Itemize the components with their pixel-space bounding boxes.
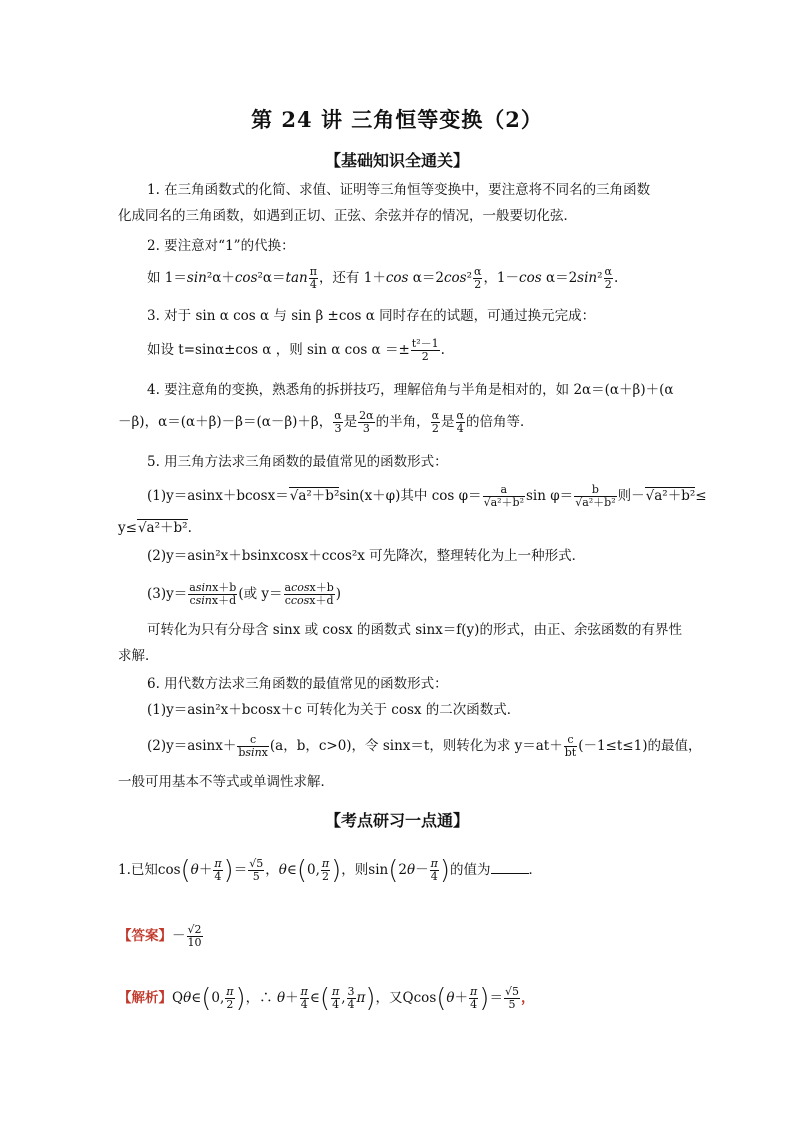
text: ) xyxy=(335,586,342,602)
fraction: $\frac{\pi}{2}$ xyxy=(321,857,330,883)
text: － xyxy=(172,928,186,944)
paragraph-6b: (1)y＝asin²x＋bcosx＋c 可转化为关于 cosx 的二次函数式． xyxy=(147,702,521,718)
fraction: $\frac{3}{4}$ xyxy=(347,985,355,1011)
fraction: $\frac{c}{bsinx}$ xyxy=(238,733,268,759)
section-heading-basics: 【基础知识全通关】 xyxy=(324,151,469,170)
fraction: $\frac{\pi}{4}$ xyxy=(331,985,340,1011)
fraction: $\frac{\alpha}{2}$ xyxy=(474,265,482,291)
paragraph-6d: 一般可用基本不等式或单调性求解． xyxy=(118,774,334,790)
text: ，则 xyxy=(341,862,369,878)
fraction: $\frac{\alpha}{4}$ xyxy=(456,409,464,435)
fraction: $\frac{b}{\text{√a²＋b²}}$ xyxy=(575,483,616,509)
section-heading-practice: 【考点研习一点通】 xyxy=(324,811,469,830)
paragraph-5b xyxy=(147,484,707,509)
fraction: $\frac{√5}{5}$ xyxy=(249,857,264,883)
text: －β)，α＝(α＋β)－β＝(α－β)＋β， xyxy=(118,414,333,430)
fraction: $\frac{2\alpha}{3}$ xyxy=(359,409,374,435)
solution-label: 【解析】 xyxy=(118,990,172,1006)
paragraph-4a: 4. 要注意角的变换，熟悉角的拆拼技巧，理解倍角与半角是相对的，如 2α＝(α＋β)＋(α xyxy=(147,382,674,398)
paragraph-5c: y≤√a²＋b². xyxy=(118,520,192,536)
paragraph-1a: 1. 在三角函数式的化简、求值、证明等三角恒等变换中，要注意将不同名的三角函数 xyxy=(147,182,651,198)
text: (1)y＝asinx＋bcosx＝ xyxy=(147,488,289,504)
paragraph-5a: 5. 用三角方法求三角函数的最值常见的函数形式： xyxy=(147,454,448,470)
paragraph-1b: 化成同名的三角函数，如遇到正切、正弦、余弦并存的情况，一般要切化弦． xyxy=(118,208,577,224)
text: sin φ＝ xyxy=(526,488,574,504)
paragraph-4b xyxy=(118,410,533,435)
paragraph-2b: 如 1＝sin²α＋cos²α＝tan $\frac{\pi}{4}$ ，还有 1＋cos α＝2cos² $\frac{\alpha}{2}$ ，1－cos α＝2sin² $\frac{\alpha}{2}$ . xyxy=(147,265,619,291)
text: ， xyxy=(265,862,279,878)
sqrt: √a²＋b² xyxy=(137,520,188,536)
fraction: $\frac{\alpha}{2}$ xyxy=(431,409,440,435)
question-1: 1.已知cos(θ＋ $\frac{\pi}{4}$ )＝ $\frac{√5}{5}$ ，θ∈(0, $\frac{\pi}{2}$ )，则sin(2θ－ $\frac{\pi}{4}$ )的值为 ． xyxy=(118,855,543,886)
text: 则－ xyxy=(617,488,645,504)
answer-line xyxy=(118,924,204,949)
paragraph-3b: 如设 t=sinα±cos α ，则 sin α cos α ＝± $\frac{\text{t²－1}}{2}$ . xyxy=(147,337,445,363)
paragraph-6c xyxy=(147,734,701,759)
text: (3)y＝ xyxy=(147,586,188,602)
sqrt: √a²＋b² xyxy=(289,488,340,504)
text: 是 xyxy=(441,414,455,430)
page-title: 第 24 讲 三角恒等变换（2） xyxy=(251,107,543,132)
solution-line: 【解析】Qθ∈(0, $\frac{\pi}{2}$ )，∴ θ＋ $\frac{\pi}{4}$ ∈( $\frac{\pi}{4}$ , $\frac{3}{4}$ π)，又Qcos(θ＋ $\frac{\pi}{4}$ )＝ $\frac{√5}{5}$ ， xyxy=(118,983,535,1014)
paragraph-5g: 求解． xyxy=(118,648,159,664)
text: 的值为 xyxy=(450,862,491,878)
paragraph-2a: 2. 要注意对“1”的代换： xyxy=(147,238,295,254)
fraction: $\frac{\text{t²－1}}{2}$ xyxy=(411,337,439,363)
text: (a，b，c>0)，令 sinx＝t，则转化为求 y＝at＋ xyxy=(269,738,563,754)
fraction: $\frac{\pi}{4}$ xyxy=(309,265,317,291)
text: ，1－ xyxy=(483,270,520,286)
text: sin(x＋φ)其中 cos φ＝ xyxy=(339,488,482,504)
text: ， xyxy=(520,990,535,1006)
text: 如设 t=sinα±cos α ，则 sin α cos α ＝± xyxy=(147,342,410,358)
fraction: $\frac{√2}{10}$ xyxy=(187,923,202,949)
text: Q xyxy=(172,990,184,1006)
text: (2)y＝asinx＋ xyxy=(147,738,237,754)
fraction: $\frac{\alpha}{2}$ xyxy=(604,265,612,291)
text: ，又Q xyxy=(375,990,414,1006)
text: ． xyxy=(528,862,543,878)
fraction: $\frac{√5}{5}$ xyxy=(504,985,519,1011)
text: ， xyxy=(245,990,260,1006)
fraction: $\frac{\pi}{4}$ xyxy=(430,857,438,883)
answer-label: 【答案】 xyxy=(118,928,172,944)
fraction: $\frac{a}{\text{√a²＋b²}}$ xyxy=(483,483,524,509)
text: y≤ xyxy=(118,520,137,536)
paragraph-5d: (2)y＝asin²x＋bsinxcosx＋ccos²x 可先降次，整理转化为上一种形式． xyxy=(147,548,586,564)
text: ≤ xyxy=(695,488,707,504)
text: 的倍角等． xyxy=(465,414,534,430)
fraction: $\frac{\alpha}{3}$ xyxy=(334,409,342,435)
fraction: $\frac{\pi}{4}$ xyxy=(214,857,222,883)
paragraph-6a: 6. 用代数方法求三角函数的最值常见的函数形式： xyxy=(147,676,448,692)
sqrt: √a²＋b² xyxy=(645,488,696,504)
text: 如 1＝ xyxy=(147,270,187,286)
text: (或 y＝ xyxy=(238,586,283,602)
fraction: $\frac{\pi}{4}$ xyxy=(300,985,308,1011)
fraction: $\frac{asinx+b}{csinx+d}$ xyxy=(189,581,237,607)
fraction: $\frac{acosx+b}{ccosx+d}$ xyxy=(284,581,334,607)
fraction: $\frac{c}{bt}$ xyxy=(564,733,577,759)
text: 是 xyxy=(343,414,358,430)
fraction: $\frac{\pi}{2}$ xyxy=(226,985,234,1011)
text: (－1≤t≤1)的最值， xyxy=(578,738,702,754)
text: ，还有 1＋ xyxy=(318,270,386,286)
paragraph-5e xyxy=(147,582,341,607)
text: 1.已知 xyxy=(118,862,158,878)
paragraph-5f: 可转化为只有分母含 sinx 或 cosx 的函数式 sinx＝f(y)的形式，由正、余弦函数的有界性 xyxy=(147,622,682,638)
text: 的半角， xyxy=(375,414,430,430)
fraction: $\frac{\pi}{4}$ xyxy=(470,985,478,1011)
paragraph-3a: 3. 对于 sin α cos α 与 sin β ±cos α 同时存在的试题，可通过换元完成： xyxy=(147,308,596,324)
answer-blank xyxy=(491,861,529,874)
